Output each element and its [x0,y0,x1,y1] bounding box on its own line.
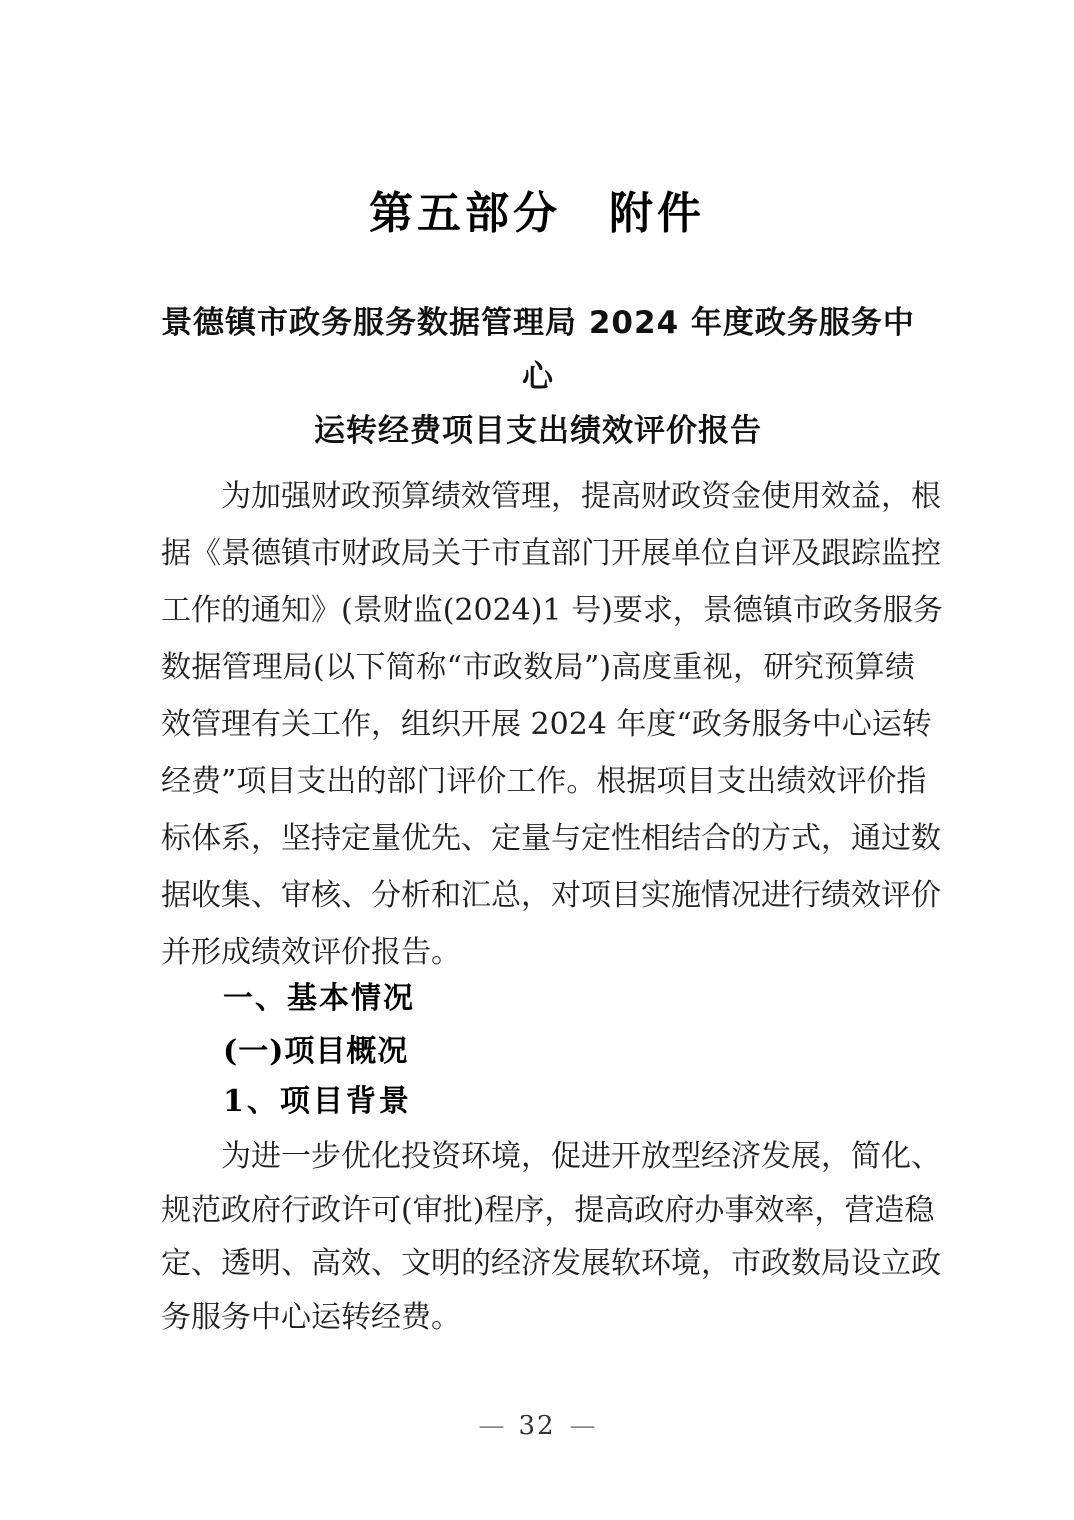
paragraph-line: 为进一步优化投资环境，促进开放型经济发展，简化、 [221,1139,941,1174]
part-title: 第五部分 附件 [369,188,705,239]
section-heading-project-overview: (一)项目概况 [223,1034,409,1069]
paragraph-line: 为加强财政预算绩效管理，提高财政资金使用效益，根 [221,479,941,514]
report-title-line: 运转经费项目支出绩效评价报告 [314,413,762,449]
paragraph-line: 效管理有关工作，组织开展 2024 年度“政务服务中心运转 [161,707,932,742]
paragraph-line: 规范政府行政许可(审批)程序，提高政府办事效率，营造稳 [161,1192,935,1228]
paragraph-line: 并形成绩效评价报告。 [161,935,461,970]
paragraph-line: 标体系，坚持定量优先、定量与定性相结合的方式，通过数 [161,821,941,856]
paragraph-line: 经费”项目支出的部门评价工作。根据项目支出绩效评价指 [161,764,927,799]
paragraph-line: 定、透明、高效、文明的经济发展软环境，市政数局设立政 [161,1246,941,1281]
section-heading-project-background: 1、项目背景 [223,1084,412,1119]
paragraph-line: 务服务中心运转经费。 [161,1299,461,1335]
report-title [161,296,915,458]
paragraph-line: 工作的通知》(景财监(2024)1 号)要求，景德镇市政务服务 [161,593,943,628]
paragraph-line: 据《景德镇市财政局关于市直部门开展单位自评及跟踪监控 [161,536,941,571]
page-number-dash: — [478,1411,505,1441]
intro-paragraph [161,468,943,981]
paragraph-line: 数据管理局(以下简称“市政数局”)高度重视，研究预算绩 [161,650,915,685]
page-number: 32 [518,1411,556,1441]
page-footer [0,1404,1074,1448]
section-heading-basic-situation: 一、基本情况 [223,981,415,1016]
report-title-line: 景德镇市政务服务数据管理局 2024 年度政务服务中心 [161,305,915,395]
page-number-dash: — [569,1411,596,1441]
paragraph-line: 据收集、审核、分析和汇总，对项目实施情况进行绩效评价 [161,878,941,913]
background-paragraph [161,1130,941,1344]
